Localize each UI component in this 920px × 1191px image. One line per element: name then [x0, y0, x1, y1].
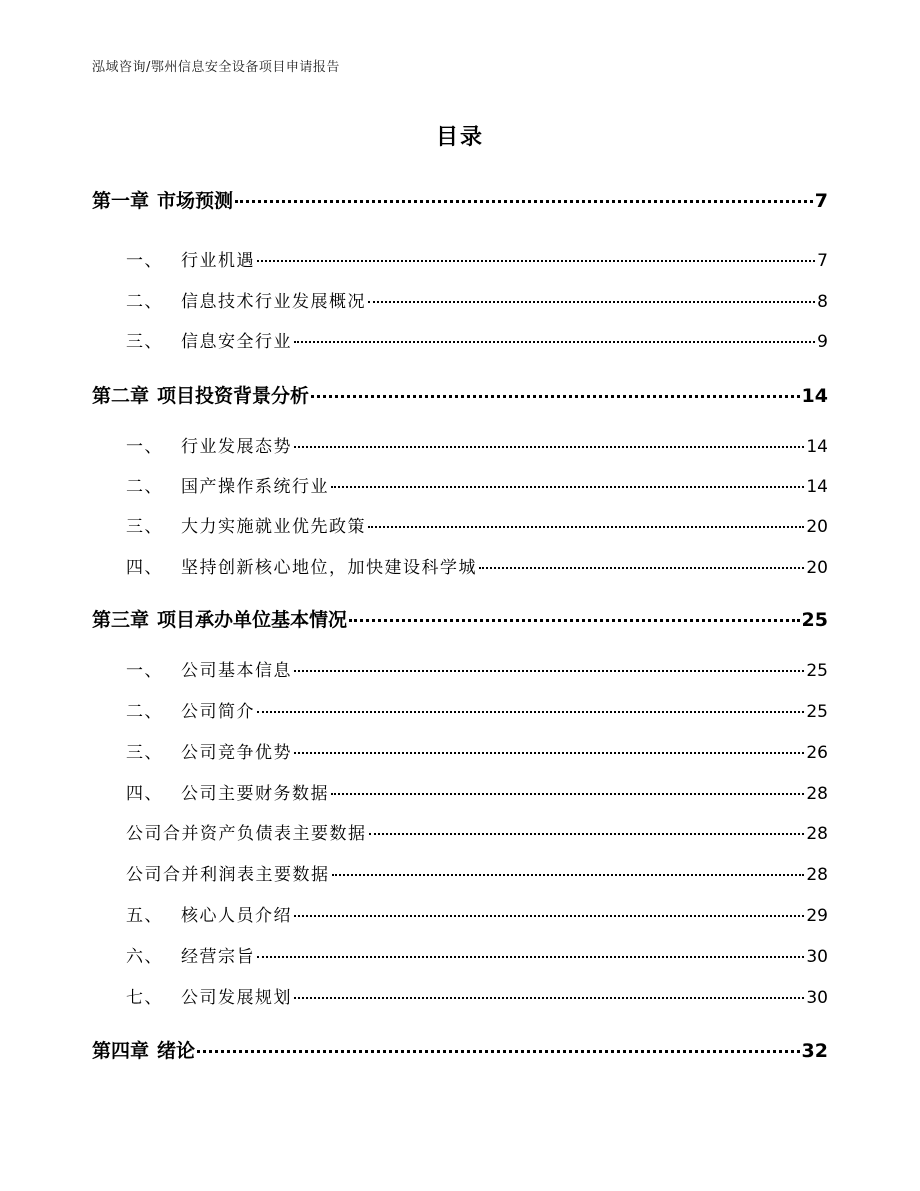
toc-dot-leader [368, 301, 815, 303]
toc-page-number: 30 [806, 947, 828, 967]
toc-section-entry[interactable] [126, 246, 828, 271]
toc-dot-leader [294, 446, 804, 448]
toc-entry-label: 公司主要财务数据 [181, 784, 329, 804]
toc-entry-number: 四、 [126, 558, 163, 578]
toc-entry-label: 信息技术行业发展概况 [181, 292, 366, 312]
toc-entry-label: 项目承办单位基本情况 [157, 609, 348, 631]
toc-chapter-entry[interactable] [92, 186, 828, 213]
toc-entry-number: 第一章 [92, 190, 150, 212]
running-header: 泓域咨询/鄂州信息安全设备项目申请报告 [92, 60, 340, 75]
toc-entry-number: 第三章 [92, 609, 150, 631]
toc-dot-leader [369, 833, 805, 835]
toc-section-entry[interactable] [126, 287, 828, 312]
toc-section-entry[interactable] [126, 860, 828, 885]
toc-entry-label: 公司基本信息 [181, 661, 292, 681]
toc-entry-number: 二、 [126, 292, 163, 312]
toc-chapter-entry[interactable] [92, 1036, 828, 1063]
toc-entry-number: 二、 [126, 702, 163, 722]
toc-page-number: 7 [814, 190, 828, 212]
toc-dot-leader [479, 567, 804, 569]
toc-dot-leader [294, 670, 804, 672]
toc-dot-leader [294, 752, 804, 754]
toc-entry-label: 行业机遇 [181, 251, 255, 271]
toc-page-number: 14 [806, 437, 828, 457]
toc-dot-leader [294, 915, 804, 917]
toc-entry-number: 一、 [126, 437, 163, 457]
toc-dot-leader [257, 956, 804, 958]
toc-entry-label: 项目投资背景分析 [157, 385, 310, 407]
toc-section-entry[interactable] [126, 327, 828, 352]
toc-chapter-entry[interactable] [92, 381, 828, 408]
page-title: 目录 [435, 125, 484, 150]
toc-dot-leader [331, 793, 804, 795]
toc-dot-leader [332, 874, 805, 876]
toc-section-entry[interactable] [126, 553, 828, 578]
toc-page-number: 28 [806, 784, 828, 804]
toc-dot-leader [349, 619, 800, 622]
toc-dot-leader [368, 526, 804, 528]
toc-entry-label: 核心人员介绍 [181, 906, 292, 926]
toc-entry-label: 公司简介 [181, 702, 255, 722]
toc-entry-label: 公司合并利润表主要数据 [126, 865, 330, 885]
toc-section-entry[interactable] [126, 697, 828, 722]
toc-section-entry[interactable] [126, 819, 828, 844]
toc-page-number: 20 [806, 558, 828, 578]
toc-entry-number: 第四章 [92, 1040, 150, 1062]
toc-page-number: 28 [806, 824, 828, 844]
toc-entry-number: 三、 [126, 743, 163, 763]
toc-section-entry[interactable] [126, 656, 828, 681]
toc-entry-label: 公司竞争优势 [181, 743, 292, 763]
toc-dot-leader [197, 1050, 800, 1053]
toc-entry-label: 行业发展态势 [181, 437, 292, 457]
toc-section-entry[interactable] [126, 432, 828, 457]
toc-page-number: 14 [806, 477, 828, 497]
toc-page-number: 8 [817, 292, 828, 312]
toc-section-entry[interactable] [126, 512, 828, 537]
toc-page-number: 26 [806, 743, 828, 763]
toc-page-number: 20 [806, 517, 828, 537]
toc-section-entry[interactable] [126, 472, 828, 497]
toc-entry-label: 大力实施就业优先政策 [181, 517, 366, 537]
toc-entry-label: 公司合并资产负债表主要数据 [126, 824, 367, 844]
toc-page-number: 29 [806, 906, 828, 926]
toc-entry-label: 信息安全行业 [181, 332, 292, 352]
toc-entry-label: 经营宗旨 [181, 947, 255, 967]
toc-dot-leader [294, 341, 815, 343]
toc-dot-leader [257, 260, 815, 262]
toc-entry-number: 四、 [126, 784, 163, 804]
toc-section-entry[interactable] [126, 779, 828, 804]
toc-entry-label: 绪论 [157, 1040, 196, 1062]
toc-entry-number: 第二章 [92, 385, 150, 407]
toc-entry-number: 六、 [126, 947, 163, 967]
toc-entry-label: 坚持创新核心地位，加快建设科学城 [181, 558, 477, 578]
toc-dot-leader [331, 486, 804, 488]
toc-entry-number: 二、 [126, 477, 163, 497]
toc-page-number: 14 [801, 385, 828, 407]
toc-page-number: 25 [801, 609, 828, 631]
toc-entry-number: 五、 [126, 906, 163, 926]
toc-page-number: 7 [817, 251, 828, 271]
toc-entry-number: 三、 [126, 517, 163, 537]
toc-page-number: 25 [806, 702, 828, 722]
toc-dot-leader [235, 200, 813, 203]
toc-section-entry[interactable] [126, 983, 828, 1008]
toc-dot-leader [294, 997, 804, 999]
toc-page-number: 32 [801, 1040, 828, 1062]
toc-entry-label: 公司发展规划 [181, 988, 292, 1008]
toc-page-number: 9 [817, 332, 828, 352]
toc-section-entry[interactable] [126, 942, 828, 967]
toc-entry-number: 三、 [126, 332, 163, 352]
toc-page-number: 28 [806, 865, 828, 885]
toc-dot-leader [257, 711, 804, 713]
toc-entry-number: 七、 [126, 988, 163, 1008]
toc-chapter-entry[interactable] [92, 605, 828, 632]
toc-entry-number: 一、 [126, 251, 163, 271]
toc-entry-number: 一、 [126, 661, 163, 681]
toc-page-number: 30 [806, 988, 828, 1008]
toc-dot-leader [311, 395, 800, 398]
toc-page-number: 25 [806, 661, 828, 681]
toc-entry-label: 市场预测 [157, 190, 234, 212]
toc-section-entry[interactable] [126, 901, 828, 926]
toc-section-entry[interactable] [126, 738, 828, 763]
toc-entry-label: 国产操作系统行业 [181, 477, 329, 497]
